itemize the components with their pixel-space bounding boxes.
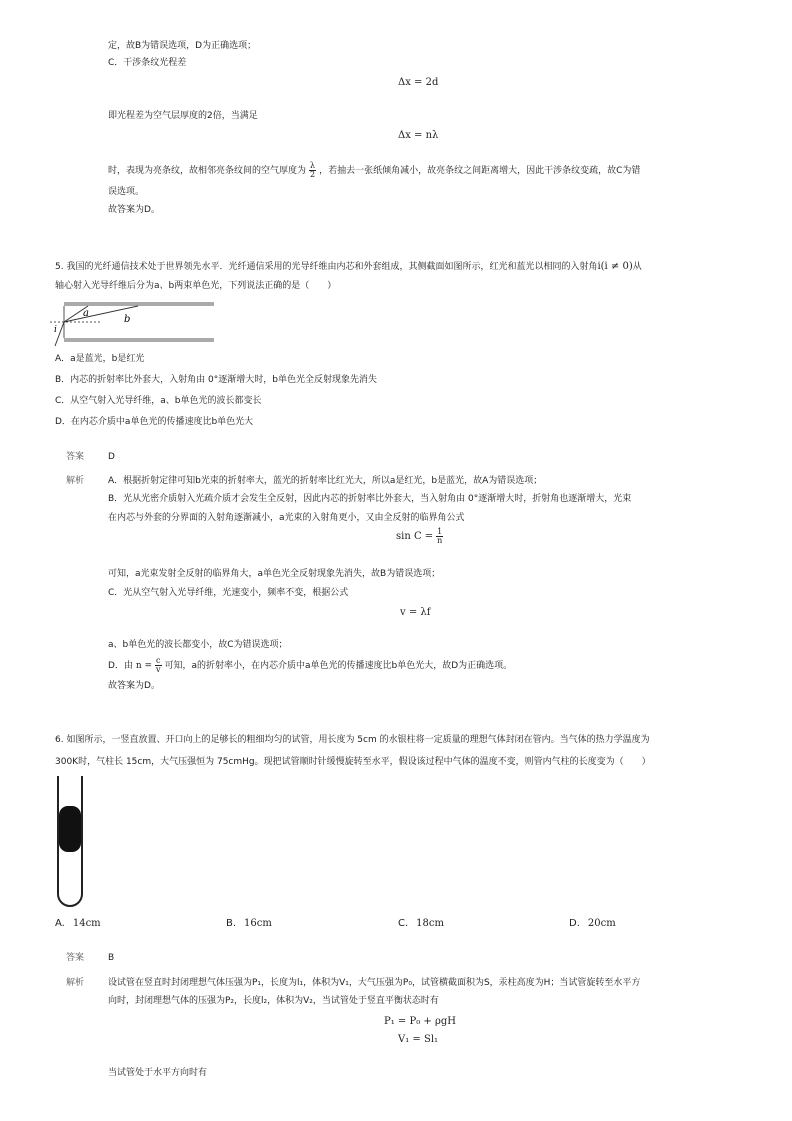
equation: P₁ = P₀ + ρgH — [384, 1016, 456, 1027]
option-letter: B. — [226, 918, 237, 929]
option-b — [226, 918, 272, 930]
option-value: 20cm — [587, 918, 616, 929]
option-c: C．从空气射入光导纤维，a、b单色光的波长都变长 — [55, 396, 262, 406]
option-value: 14cm — [72, 918, 101, 929]
question-stem — [55, 261, 642, 273]
text-line — [108, 162, 640, 179]
option-value: 16cm — [244, 918, 272, 929]
option-d: D．在内芯介质中a单色光的传播速度比b单色光大 — [55, 417, 254, 427]
fraction — [436, 528, 443, 545]
answer-value: D — [108, 452, 115, 462]
option-value: 18cm — [416, 918, 444, 929]
option-a: A．a是蓝光，b是红光 — [55, 354, 145, 364]
equation — [396, 528, 446, 545]
label-b: b — [124, 314, 131, 325]
analysis-line: 设试管在竖直时封闭理想气体压强为P₁，长度为l₁，体积为V₁，大气压强为P₀，试管横截面积为S，汞柱高度为H；当试管旋转至水平方 — [108, 978, 641, 988]
fraction-numerator: 1 — [437, 527, 443, 536]
label-a: a — [83, 308, 89, 319]
fraction-denominator: n — [437, 536, 443, 545]
analysis-label: 解析 — [66, 978, 85, 988]
text-segment: 时，表现为亮条纹，故相邻亮条纹间的空气厚度为 — [108, 166, 307, 176]
text-segment: 5. 我国的光纤通信技术处于世界领先水平．光纤通信采用的光导纤维由内芯和外套组成，其侧截面如图所示，红光和蓝光以相同的入射角 — [55, 262, 598, 272]
analysis-line — [108, 657, 512, 674]
text-line: 故答案为D。 — [108, 205, 160, 215]
analysis-line: 在内芯与外套的分界面的入射角逐渐减小，a光束的入射角更小，又由全反射的临界角公式 — [108, 513, 465, 523]
equation: v = λf — [400, 607, 431, 618]
question-stem: 6. 如图所示，一竖直放置、开口向上的足够长的粗细均匀的试管，用长度为 5cm 的水银柱将一定质量的理想气体封闭在管内。当气体的热力学温度为 — [55, 735, 650, 745]
text-line: C．干涉条纹光程差 — [108, 58, 187, 68]
option-b: B．内芯的折射率比外套大，入射角由 0°逐渐增大时，b单色光全反射现象先消失 — [55, 375, 377, 385]
fraction — [309, 162, 316, 179]
text-line: 定，故B为错误选项，D为正确选项； — [108, 41, 257, 51]
outer-cladding-bottom — [64, 338, 214, 342]
text-segment: D．由 — [108, 661, 133, 671]
answer-label: 答案 — [66, 953, 85, 963]
equation: Δx = nλ — [398, 130, 439, 141]
analysis-line: 可知，a光束发射全反射的临界角大，a单色光全反射现象先消失，故B为错误选项； — [108, 569, 441, 579]
equation-left: sin C = — [396, 531, 434, 542]
option-letter: A. — [55, 918, 65, 929]
fiber-diagram — [50, 300, 220, 348]
fraction-numerator: c — [156, 656, 161, 665]
equation-left: n = — [135, 661, 153, 671]
equation: Δx = 2d — [398, 77, 439, 88]
fraction — [155, 657, 161, 674]
question-stem: 轴心射入光导纤维后分为a、b两束单色光，下列说法正确的是（ ） — [55, 281, 337, 291]
question-stem: 300K时，气柱长 15cm，大气压强恒为 75cmHg。现把试管顺时针缓慢旋转至水平，假设该过程中气体的温度不变，则管内气柱的长度变为（ ） — [55, 757, 651, 767]
mercury-column — [59, 806, 81, 852]
text-line: 即光程差为空气层厚度的2倍，当满足 — [108, 111, 258, 121]
fraction-denominator: v — [155, 665, 161, 674]
text-segment: 从 — [632, 262, 642, 272]
test-tube-diagram — [50, 776, 90, 910]
outer-cladding-top — [64, 302, 214, 306]
answer-label: 答案 — [66, 452, 85, 462]
text-segment: 可知，a的折射率小，在内芯介质中a单色光的传播速度比b单色光大，故D为正确选项。 — [164, 661, 513, 671]
fraction-numerator: λ — [310, 161, 316, 170]
answer-value: B — [108, 953, 115, 963]
fraction-denominator: 2 — [310, 170, 316, 179]
text-segment: ，若抽去一张纸倾角减小，故亮条纹之间距离增大，因此干涉条纹变疏，故C为错 — [319, 166, 641, 176]
analysis-line: 当试管处于水平方向时有 — [108, 1068, 208, 1078]
text-line: 误选项。 — [108, 187, 145, 197]
option-a — [55, 918, 101, 930]
analysis-line: 故答案为D。 — [108, 681, 160, 691]
equation: V₁ = Sl₁ — [398, 1034, 439, 1045]
label-i: i — [54, 325, 57, 335]
analysis-line: B．光从光密介质射入光疏介质才会发生全反射，因此内芯的折射率比外套大，当入射角由 0°逐渐增大时，折射角也逐渐增大，光束 — [108, 494, 632, 504]
analysis-line: A．根据折射定律可知b光束的折射率大，蓝光的折射率比红光大，所以a是红光，b是蓝光，故A为错误选项； — [108, 476, 543, 486]
option-letter: D. — [569, 918, 580, 929]
analysis-label: 解析 — [66, 476, 85, 486]
option-c — [398, 918, 444, 930]
analysis-line: 向时，封闭理想气体的压强为P₂，长度l₂，体积为V₂，当试管处于竖直平衡状态时有 — [108, 996, 439, 1006]
option-d — [569, 918, 616, 930]
analysis-line: C．光从空气射入光导纤维，光速变小，频率不变，根据公式 — [108, 588, 349, 598]
analysis-line: a、b单色光的波长都变小，故C为错误选项； — [108, 640, 288, 650]
math-inline: i(i ≠ 0) — [597, 261, 633, 272]
option-letter: C. — [398, 918, 409, 929]
